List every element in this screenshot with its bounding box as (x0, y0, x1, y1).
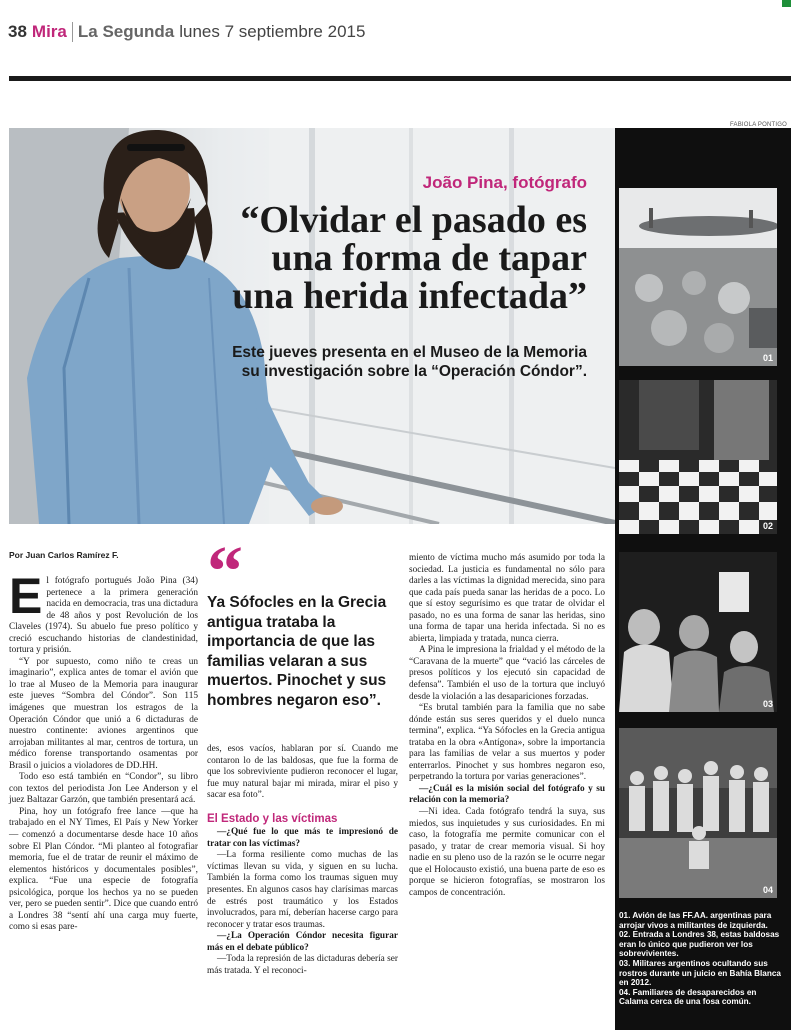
photo-gallery (615, 128, 791, 1030)
gallery-photo-families (619, 728, 777, 898)
caption-item: 04. Familiares de desaparecidos en Calama cerca de una fosa común. (619, 987, 757, 1007)
body-paragraph: des, esos vacíos, hablaran por sí. Cuando me contaron lo de las baldosas, que fue la forma de que los sobreviviente pudieron reconocer el lugar, fue muy natural bajar mi mirada, mirar el piso y sacar esa foto”. (207, 744, 398, 801)
interview-question: —¿Qué fue lo que más te impresionó de tratar con las víctimas? (207, 827, 398, 849)
body-paragraph: “Es brutal también para la familia que no sabe dónde están sus seres queridos y el duelo nunca termina”, explica. “Ya Sófocles en la Grecia antigua trataba en la obra «Antígona», sobre la importancia para las familias de velar a sus muertos y poder enterrarlos. Pinochet y sus hombres negaron eso, perpetrando la tortura por varias generaciones”. (409, 703, 605, 783)
interview-answer: —Ni idea. Cada fotógrafo tendrá la suya, sus miedos, sus inquietudes y sus curiosidades. En mi caso, la fotografía me permite comunicar con el pasado, y tratar de crear memoria visual. Si hoy nadie en su pleno uso de la razón se le ocurre negar que el Holocausto existió, una buena parte de eso es porque se hicieron fotografías, se mostraron los campos de concentración. (409, 807, 605, 898)
article-dek: Este jueves presenta en el Museo de la Memoria su investigación sobre la “Operación Cóndor”. (232, 344, 587, 380)
page-number: 38 (8, 22, 27, 41)
interview-question: —¿La Operación Cóndor necesita figurar más en el debate público? (207, 931, 398, 953)
interview-answer: —La forma resiliente como muchas de las víctimas llevan su vida, y siguen en su lucha. También la forma como los traumas siguen muy presentes. En algunos casos hay clarísimas marcas de estrés post traumático y los Estados involucrados, para mí, deberían hacerse cargo para reconocer y tratar esos traumas. (207, 850, 398, 930)
body-paragraph: El fotógrafo portugués João Pina (34) pertenece a la primera generación nacida en democracia, tras una dictadura de 48 años y post Revolución de los Claveles (1974). Su abuelo fue preso político y creció escuchando historias de clandestinidad, tortura y prisión. (9, 568, 198, 656)
photo-credit: FABIOLA PONTIGO (729, 122, 787, 128)
publication-name: La Segunda (77, 22, 175, 41)
body-column-2 (207, 744, 398, 977)
body-column-1 (9, 568, 198, 934)
issue-date: lunes 7 septiembre 2015 (179, 22, 366, 41)
body-paragraph: miento de víctima mucho más asumido por toda la sociedad. La justicia es fundamental no sólo para darles a las víctimas la dignidad merecida, sino para que cada país pueda sanar las heridas de a poco. Lo que sí estoy segurísimo es que tratar de olvidar el pasado, no es una forma de sanar las heridas, sino una forma de tapar una herida infectada. Si no es abierta, limpiada y tratada, nunca cierra. (409, 553, 605, 644)
page-folio (8, 22, 365, 48)
gallery-photo-tiles (619, 380, 777, 534)
headline-block (227, 173, 587, 381)
gallery-photo-plane (619, 188, 777, 366)
photo-number: 01 (762, 353, 773, 363)
drop-cap: E (9, 568, 43, 624)
gallery-captions (619, 911, 783, 1007)
article-byline: Por Juan Carlos Ramírez F. (9, 550, 119, 560)
article-kicker: João Pina, fotógrafo (422, 173, 587, 192)
photo-number: 02 (762, 521, 773, 531)
body-column-3 (409, 553, 605, 899)
interview-answer: —Toda la represión de las dictaduras debería ser más tratada. Y el reconoci- (207, 954, 398, 976)
quote-mark-icon: “ (207, 531, 243, 611)
pull-quote-text: Ya Sófocles en la Grecia antigua trataba la importancia de que las familias velaran a sus muertos. Pinochet y sus hombres negaron eso”. (207, 594, 387, 709)
photo-number: 03 (762, 699, 773, 709)
corner-color-tab (782, 0, 791, 7)
pull-quote (207, 531, 400, 710)
caption-item: 03. Militares argentinos ocultando sus rostros durante un juicio en Bahía Blanca en 2012. (619, 958, 781, 988)
interview-question: —¿Cuál es la misión social del fotógrafo y su relación con la memoria? (409, 783, 605, 806)
body-paragraph: A Pina le impresiona la frialdad y el método de la “Caravana de la muerte” que “vació las cárceles de presos políticos y los ejecutó sin capacidad de defensa”. También el uso de la tortura que incluyó desde la violación a las desapariciones forzadas. (409, 645, 605, 702)
hero-photo (9, 128, 615, 524)
body-paragraph: “Y por supuesto, como niño te creas un imaginario”, explica antes de tomar el avión que lo trae al Museo de la Memoria para inaugurar este jueves “Sombra del Cóndor”. Son 115 imágenes que muestran los estragos de la Operación Cóndor que unió a 6 dictaduras de nuestro continente: aviones argentinos que arrojaban militantes al mar, centros de tortura, un médico forense transportando osamentas por Brasil o juicios a violadores de DD.HH. (9, 656, 198, 771)
article-headline: “Olvidar el pasado es una forma de tapar una herida infectada” (232, 199, 587, 317)
caption-item: 02. Entrada a Londres 38, estas baldosas eran lo único que pudieron ver los sobrevivientes. (619, 930, 780, 959)
gallery-photo-trial (619, 552, 777, 712)
header-rule (9, 76, 791, 81)
photo-number: 04 (762, 885, 773, 895)
caption-item: 01. Avión de las FF.AA. argentinas para arrojar vivos a militantes de izquierda. (619, 911, 772, 930)
section-subhead: El Estado y las víctimas (207, 812, 338, 825)
section-name: Mira (32, 22, 73, 42)
body-paragraph: Todo eso está también en “Condor”, su libro con textos del periodista Jon Lee Anderson y el juez Baltazar Garzón, que también presentará acá. (9, 772, 198, 806)
body-paragraph: Pina, hoy un fotógrafo free lance —que ha trabajado en el NY Times, El País y New Yorker— comenzó a documentarse desde hace 10 años sobre El Plan Cóndor. “Mi planteo al fotografiar memoria, fue el de tratar de reunir el máximo de elementos históricos y documentales posibles”, explica. “Fue una especie de fotografía psicológica, porque los hechos ya no se pueden ver, pero se pueden sentir”. Dice que cuando entró a Londres 38 “sentí ahí una carga muy fuerte, como si esas pare- (9, 806, 198, 933)
